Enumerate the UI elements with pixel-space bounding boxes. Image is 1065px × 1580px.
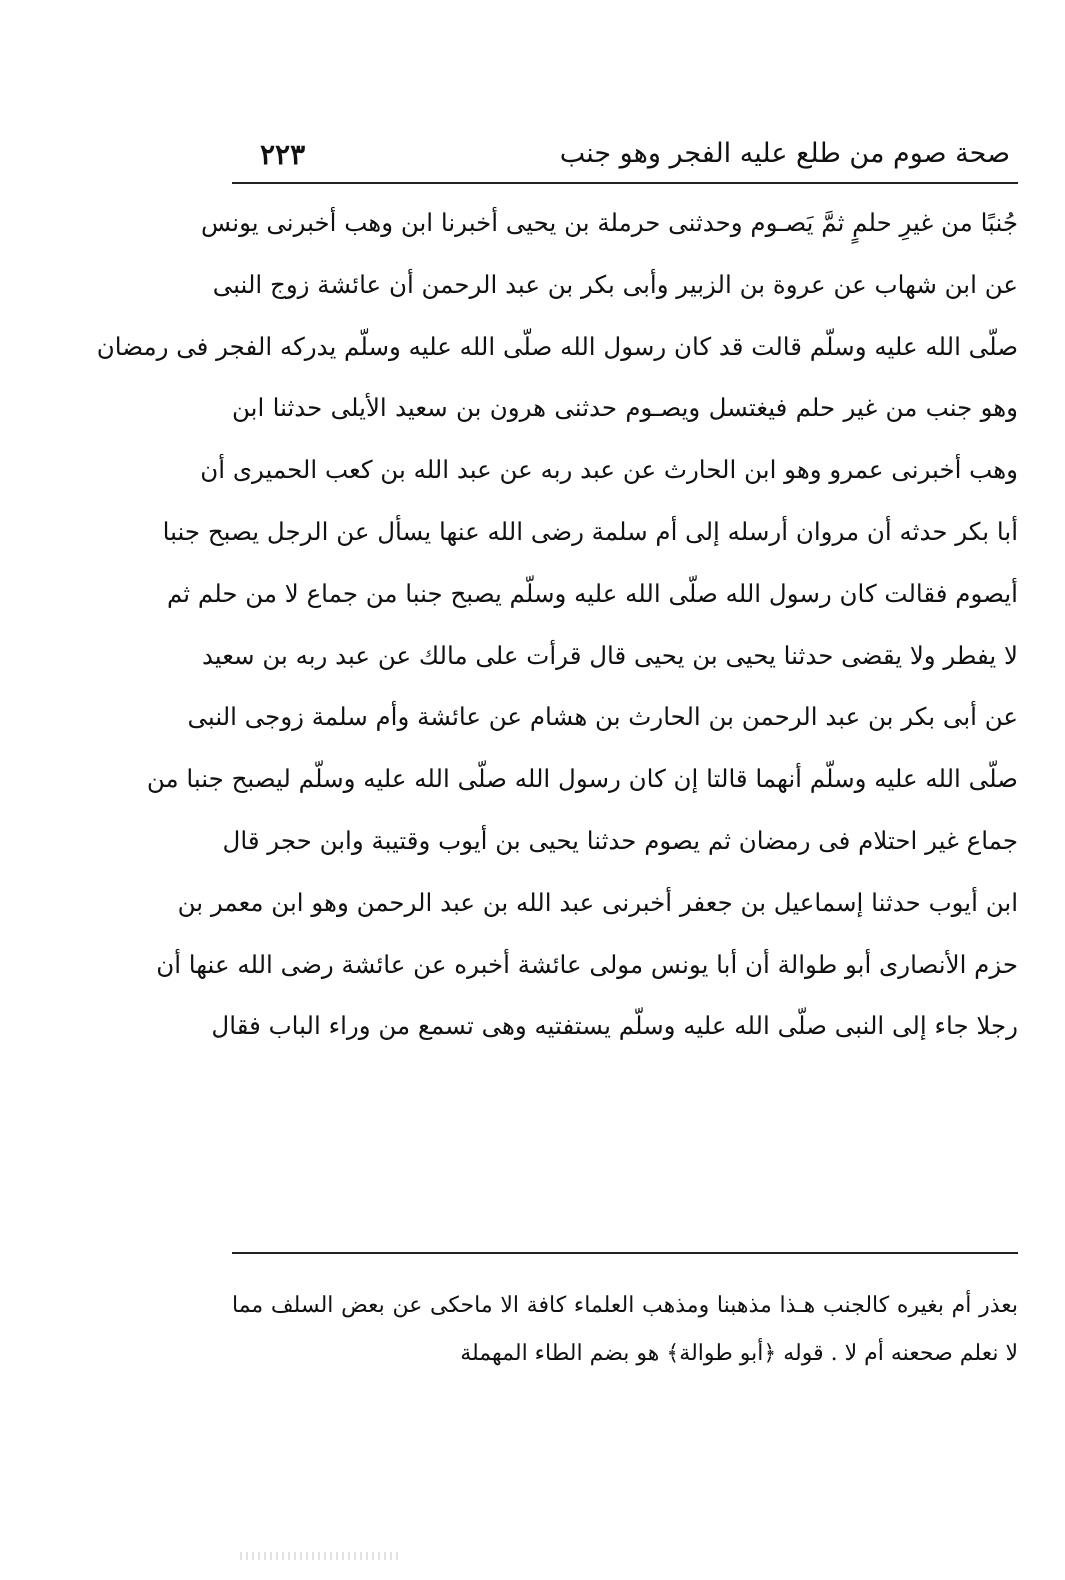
running-title: صحة صوم من طلع عليه الفجر وهو جنب (559, 138, 1010, 169)
page-header (232, 130, 1018, 182)
text-line: صلّى الله عليه وسلّم أنهما قالتا إن كان رسول الله صلّى الله عليه وسلّم ليصبح جنبا من (146, 764, 1018, 794)
text-line: لا يفطر ولا يقضى حدثنا يحيى بن يحيى قال قرأت على مالك عن عبد ربه بن سعيد (201, 640, 1018, 670)
text-line: عن ابن شهاب عن عروة بن الزبير وأبى بكر بن عبد الرحمن أن عائشة زوج النبى (212, 269, 1018, 299)
footnote-divider (232, 1252, 1018, 1254)
scan-artifact (240, 1552, 400, 1560)
text-line: صلّى الله عليه وسلّم قالت قد كان رسول الله صلّى الله عليه وسلّم يدركه الفجر فى رمضان (96, 331, 1018, 361)
text-line: ابن أيوب حدثنا إسماعيل بن جعفر أخبرنى عبد الله بن عبد الرحمن وهو ابن معمر بن (177, 887, 1018, 917)
text-line: جماع غير احتلام فى رمضان ثم يصوم حدثنا يحيى بن أيوب وقتيبة وابن حجر قال (222, 825, 1018, 855)
text-line: جُنبًا من غيرِ حلمٍ ثمَّ يَصـوم وحدثنى حرملة بن يحيى أخبرنا ابن وهب أخبرنى يونس (201, 208, 1018, 237)
text-line: أبا بكر حدثه أن مروان أرسله إلى أم سلمة رضى الله عنها يسأل عن الرجل يصبح جنبا (162, 516, 1018, 546)
footnote-line: بعذر أم بغيره كالجنب هـذا مذهبنا ومذهب العلماء كافة الا ماحكى عن بعض السلف مما (232, 1293, 1018, 1318)
text-line: رجلا جاء إلى النبى صلّى الله عليه وسلّم يستفتيه وهى تسمع من وراء الباب فقال (211, 1011, 1018, 1041)
text-line: وهو جنب من غير حلم فيغتسل ويصـوم حدثنى هرون بن سعيد الأيلى حدثنا ابن (232, 393, 1018, 423)
header-divider (232, 182, 1018, 184)
footnotes-block (232, 1282, 1018, 1378)
footnote-line: لا نعلم صحعنه أم لا . قوله ﴿أبو طوالة﴾ هو بضم الطاء المهملة (460, 1341, 1018, 1366)
text-line: حزم الأنصارى أبو طوالة أن أبا يونس مولى عائشة أخبره عن عائشة رضى الله عنها أن (156, 949, 1018, 979)
text-line: عن أبى بكر بن عبد الرحمن بن الحارث بن هشام عن عائشة وأم سلمة زوجى النبى (187, 702, 1018, 732)
text-line: وهب أخبرنى عمرو وهو ابن الحارث عن عبد ربه عن عبد الله بن كعب الحميرى أن (200, 455, 1018, 485)
text-line: أيصوم فقالت كان رسول الله صلّى الله عليه وسلّم يصبح جنبا من جماع لا من حلم ثم (166, 578, 1018, 608)
page-number: ٢٢٣ (260, 138, 306, 171)
main-text-block (96, 192, 1018, 1057)
